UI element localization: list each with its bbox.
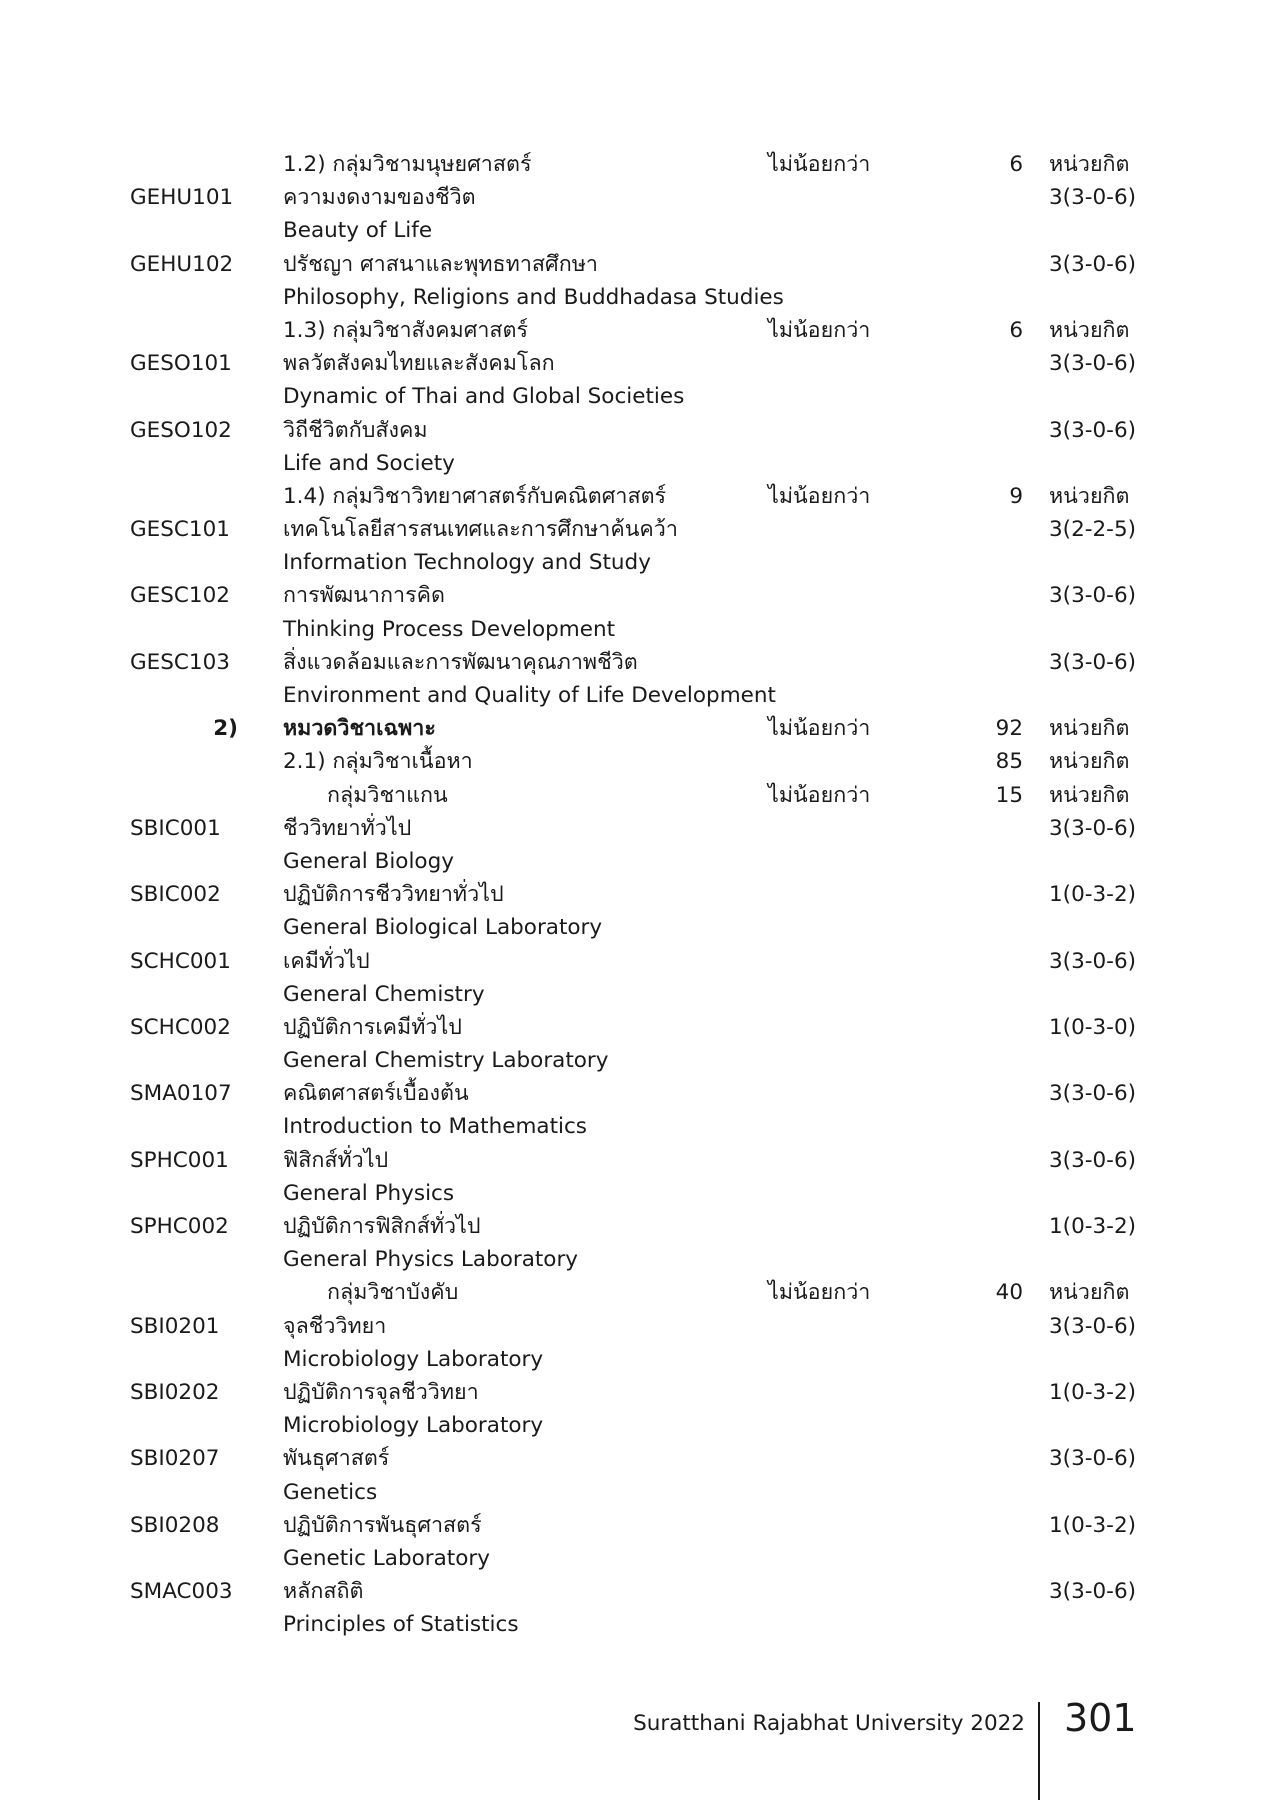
course-title: Introduction to Mathematics (283, 1114, 588, 1140)
course-title: General Physics Laboratory (283, 1247, 579, 1273)
credit-value: หน่วยกิต (1049, 483, 1130, 509)
text-row (0, 148, 1267, 181)
course-title: Philosophy, Religions and Buddhadasa Studies (283, 284, 784, 310)
text-row (0, 1542, 1267, 1575)
course-title: วิถีชีวิตกับสังคม (283, 417, 428, 443)
course-code: GESC101 (130, 517, 230, 543)
credit-value: 1(0-3-0) (1049, 1014, 1137, 1040)
course-title: ปรัชญา ศาสนาและพุทธทาสศึกษา (283, 251, 598, 277)
course-row (0, 1210, 1267, 1243)
credit-count: 85 (995, 749, 1023, 775)
text-row (0, 1177, 1267, 1210)
text-row (0, 314, 1267, 347)
credit-value: หน่วยกิต (1049, 317, 1130, 343)
minimum-label: ไม่น้อยกว่า (768, 152, 871, 177)
course-row (0, 878, 1267, 911)
credit-count: 9 (1009, 483, 1023, 509)
course-title: ปฏิบัติการชีววิทยาทั่วไป (283, 882, 504, 908)
course-title: Environment and Quality of Life Development (283, 683, 776, 708)
course-code: GESO102 (130, 417, 232, 443)
course-row (0, 646, 1267, 679)
course-code: SMAC003 (130, 1579, 233, 1605)
course-title: เทคโนโลยีสารสนเทศและการศึกษาค้นคว้า (283, 517, 678, 543)
course-title: General Biological Laboratory (283, 915, 603, 941)
course-row (0, 1011, 1267, 1044)
minimum-label: ไม่น้อยกว่า (768, 483, 871, 509)
credit-value: 1(0-3-2) (1049, 1379, 1137, 1405)
course-title: General Chemistry (283, 981, 485, 1007)
credit-value: 3(3-0-6) (1049, 1313, 1137, 1339)
credit-count: 6 (1009, 152, 1023, 177)
course-title: Microbiology Laboratory (283, 1346, 544, 1372)
course-title: กลุ่มวิชาแกน (327, 782, 448, 808)
course-row (0, 812, 1267, 845)
credit-count: 40 (995, 1280, 1023, 1306)
course-row (0, 181, 1267, 214)
course-title: สิ่งแวดล้อมและการพัฒนาคุณภาพชีวิต (283, 649, 638, 675)
course-row (0, 248, 1267, 281)
course-title: 1.3) กลุ่มวิชาสังคมศาสตร์ (283, 317, 529, 343)
text-row (0, 712, 1267, 745)
text-row (0, 447, 1267, 480)
course-code: SBIC001 (130, 815, 221, 841)
course-row (0, 513, 1267, 546)
course-title: ฟิสิกส์ทั่วไป (283, 1147, 389, 1173)
course-title: Principles of Statistics (283, 1612, 519, 1638)
section-number: 2) (213, 716, 238, 742)
text-row (0, 1608, 1267, 1641)
course-title: Genetics (283, 1479, 378, 1505)
course-title: 2.1) กลุ่มวิชาเนื้อหา (283, 749, 473, 775)
credit-value: 3(3-0-6) (1049, 815, 1137, 841)
credit-value: 3(3-0-6) (1049, 351, 1137, 377)
credit-value: 3(3-0-6) (1049, 1081, 1137, 1107)
course-title: Information Technology and Study (283, 550, 651, 576)
credit-value: หน่วยกิต (1049, 749, 1130, 775)
footer-divider (1038, 1702, 1040, 1800)
minimum-label: ไม่น้อยกว่า (768, 317, 871, 343)
course-code: SCHC002 (130, 1014, 231, 1040)
credit-value: 3(2-2-5) (1049, 517, 1137, 543)
course-code: SPHC001 (130, 1147, 229, 1173)
course-code: SCHC001 (130, 948, 231, 974)
page-number: 301 (1064, 1696, 1137, 1740)
credit-value: หน่วยกิต (1049, 782, 1130, 808)
course-row (0, 1509, 1267, 1542)
credit-value: 3(3-0-6) (1049, 185, 1137, 211)
text-row (0, 546, 1267, 579)
credit-value: 3(3-0-6) (1049, 417, 1137, 443)
course-row (0, 945, 1267, 978)
course-title: พลวัตสังคมไทยและสังคมโลก (283, 351, 555, 377)
course-code: SBI0207 (130, 1446, 220, 1472)
text-row (0, 1110, 1267, 1143)
course-title: ปฏิบัติการพันธุศาสตร์ (283, 1512, 482, 1538)
text-row (0, 779, 1267, 812)
course-list (0, 148, 1267, 1641)
credit-value: 3(3-0-6) (1049, 583, 1137, 609)
course-title: ความงดงามของชีวิต (283, 185, 476, 211)
course-title: 1.4) กลุ่มวิชาวิทยาศาสตร์กับคณิตศาสตร์ (283, 483, 667, 509)
credit-value: หน่วยกิต (1049, 716, 1130, 742)
course-code: SMA0107 (130, 1081, 232, 1107)
text-row (0, 281, 1267, 314)
course-title: ปฏิบัติการฟิสิกส์ทั่วไป (283, 1214, 481, 1239)
course-row (0, 1310, 1267, 1343)
minimum-label: ไม่น้อยกว่า (768, 1280, 871, 1306)
credit-count: 92 (995, 716, 1023, 742)
course-title: การพัฒนาการคิด (283, 583, 445, 609)
credit-value: 3(3-0-6) (1049, 1147, 1137, 1173)
text-row (0, 845, 1267, 878)
course-row (0, 1575, 1267, 1608)
text-row (0, 214, 1267, 247)
text-row (0, 1409, 1267, 1442)
course-title: จุลชีววิทยา (283, 1313, 387, 1339)
course-title: ชีววิทยาทั่วไป (283, 815, 412, 841)
course-code: GESC102 (130, 583, 230, 609)
course-title: 1.2) กลุ่มวิชามนุษยศาสตร์ (283, 152, 532, 177)
text-row (0, 679, 1267, 712)
text-row (0, 978, 1267, 1011)
course-row (0, 1144, 1267, 1177)
course-title: คณิตศาสตร์เบื้องต้น (283, 1081, 469, 1107)
course-code: SBI0202 (130, 1379, 220, 1405)
credit-value: 3(3-0-6) (1049, 251, 1137, 277)
course-title: Microbiology Laboratory (283, 1413, 544, 1439)
course-title: Life and Society (283, 450, 455, 476)
credit-value: 1(0-3-2) (1049, 882, 1137, 908)
text-row (0, 380, 1267, 413)
course-row (0, 414, 1267, 447)
course-code: SBIC002 (130, 882, 221, 908)
course-code: GEHU102 (130, 251, 234, 277)
text-row (0, 1476, 1267, 1509)
course-row (0, 579, 1267, 612)
course-title: General Physics (283, 1180, 455, 1206)
course-row (0, 1442, 1267, 1475)
course-title: หมวดวิชาเฉพาะ (283, 716, 436, 742)
course-code: SBI0201 (130, 1313, 220, 1339)
minimum-label: ไม่น้อยกว่า (768, 716, 871, 742)
course-title: Genetic Laboratory (283, 1545, 490, 1571)
credit-value: 3(3-0-6) (1049, 1579, 1137, 1605)
credit-value: หน่วยกิต (1049, 1280, 1130, 1306)
course-title: General Biology (283, 848, 454, 874)
credit-value: 1(0-3-2) (1049, 1214, 1137, 1239)
text-row (0, 911, 1267, 944)
course-row (0, 347, 1267, 380)
minimum-label: ไม่น้อยกว่า (768, 782, 871, 808)
text-row (0, 613, 1267, 646)
course-title: กลุ่มวิชาบังคับ (327, 1280, 459, 1306)
credit-value: หน่วยกิต (1049, 152, 1130, 177)
course-title: General Chemistry Laboratory (283, 1048, 609, 1074)
course-row (0, 1077, 1267, 1110)
text-row (0, 1044, 1267, 1077)
course-code: GESC103 (130, 649, 230, 675)
course-code: GESO101 (130, 351, 232, 377)
course-title: Beauty of Life (283, 218, 433, 244)
course-code: SPHC002 (130, 1214, 229, 1239)
course-title: ปฏิบัติการเคมีทั่วไป (283, 1014, 462, 1040)
credit-value: 3(3-0-6) (1049, 948, 1137, 974)
text-row (0, 480, 1267, 513)
text-row (0, 1243, 1267, 1276)
course-title: พันธุศาสตร์ (283, 1446, 390, 1472)
text-row (0, 1343, 1267, 1376)
footer-text: Suratthani Rajabhat University 2022 (633, 1711, 1025, 1736)
course-row (0, 1376, 1267, 1409)
course-title: Thinking Process Development (283, 616, 616, 642)
credit-value: 3(3-0-6) (1049, 1446, 1137, 1472)
credit-value: 3(3-0-6) (1049, 649, 1137, 675)
text-row (0, 745, 1267, 778)
credit-value: 1(0-3-2) (1049, 1512, 1137, 1538)
credit-count: 15 (995, 782, 1023, 808)
credit-count: 6 (1009, 317, 1023, 343)
course-title: ปฏิบัติการจุลชีววิทยา (283, 1379, 479, 1405)
course-code: SBI0208 (130, 1512, 220, 1538)
text-row (0, 1276, 1267, 1309)
course-title: หลักสถิติ (283, 1579, 364, 1605)
course-title: Dynamic of Thai and Global Societies (283, 384, 685, 410)
course-title: เคมีทั่วไป (283, 948, 370, 974)
course-code: GEHU101 (130, 185, 234, 211)
